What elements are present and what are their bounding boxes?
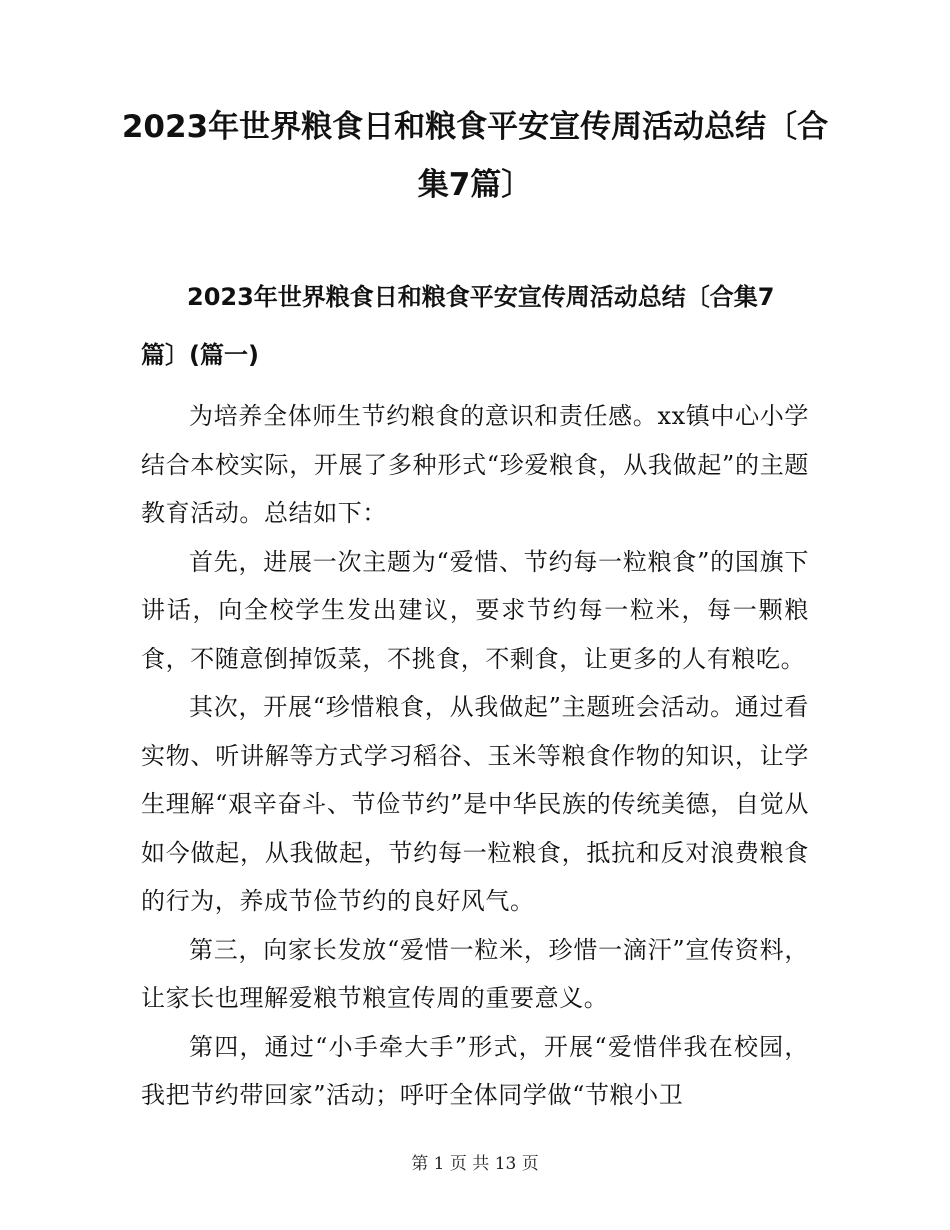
paragraph: 首先，进展一次主题为“爱惜、节约每一粒粮食”的国旗下讲话，向全校学生发出建议，要求节约每一粒米，每一颗粮食，不随意倒掉饭菜，不挑食，不剩食，让更多的人有粮吃。 [141, 547, 809, 673]
paragraph: 第四，通过“小手牵大手”形式，开展“爱惜伴我在校园，我把节约带回家”活动；呼吁全体同学做“节粮小卫 [141, 1032, 809, 1109]
paragraph: 为培养全体师生节约粮食的意识和责任感。xx镇中心小学结合本校实际，开展了多种形式“珍爱粮食，从我做起”的主题教育活动。总结如下： [141, 402, 809, 527]
body-text [141, 392, 809, 1120]
paragraph: 第三，向家长发放“爱惜一粒米，珍惜一滴汗”宣传资料，让家长也理解爱粮节粮宣传周的重要意义。 [141, 935, 809, 1012]
document-title: 2023年世界粮食日和粮食平安宣传周活动总结〔合集7篇〕 [121, 109, 829, 203]
page-footer: 第 1 页 共 13 页 [411, 1154, 539, 1174]
section-heading: 2023年世界粮食日和粮食平安宣传周活动总结〔合集7篇〕(篇一) [141, 283, 775, 369]
paragraph: 其次，开展“珍惜粮食，从我做起”主题班会活动。通过看实物、听讲解等方式学习稻谷、玉米等粮食作物的知识，让学生理解“艰辛奋斗、节俭节约”是中华民族的传统美德，自觉从如今做起，从我做起，节约每一粒粮食，抵抗和反对浪费粮食的行为，养成节俭节约的良好风气。 [141, 693, 809, 915]
